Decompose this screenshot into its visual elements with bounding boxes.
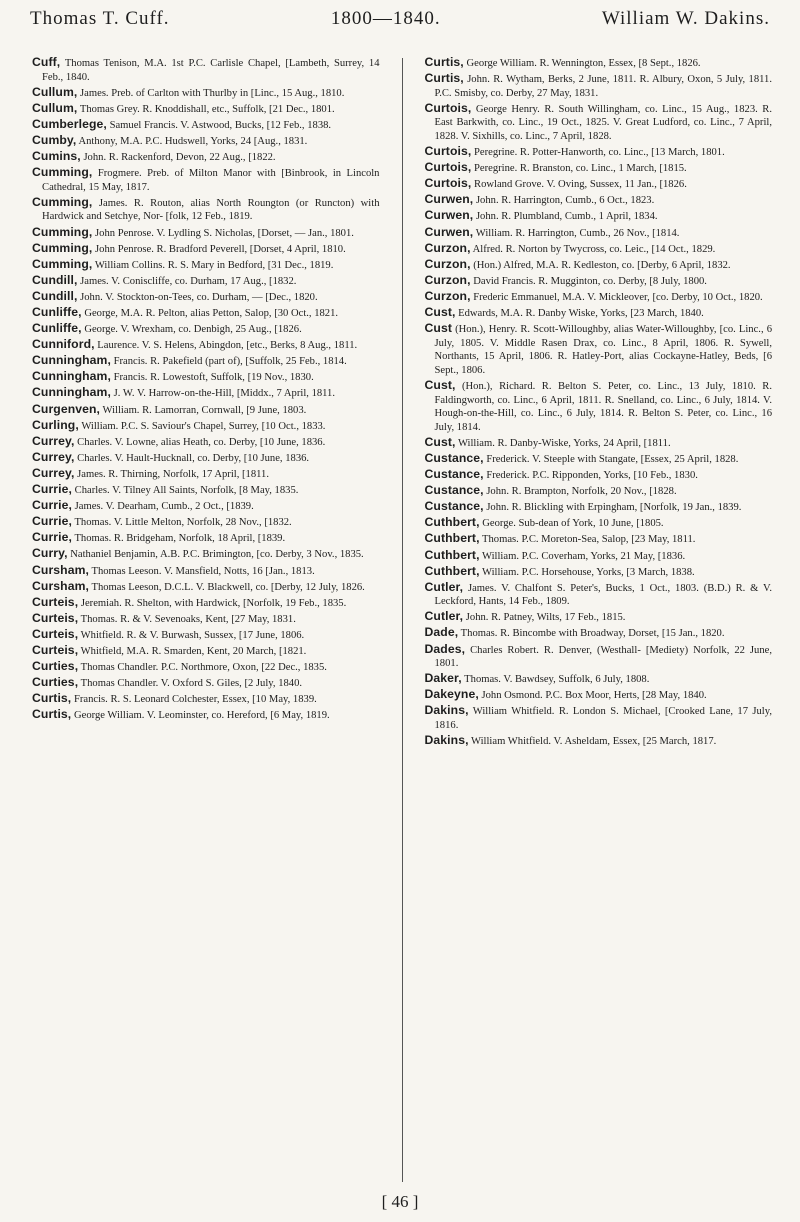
entry-surname: Dade,: [424, 625, 459, 640]
entry-details: William. R. Danby-Wiske, Yorks, 24 April, [1811.: [457, 437, 671, 449]
running-head-center: 1800—1840.: [330, 8, 441, 29]
entry-details: Peregrine. R. Branston, co. Linc., 1 March, [1815.: [474, 163, 687, 175]
entry-details: J. W. V. Harrow-on-the-Hill, [Middx., 7 April, 1811.: [113, 388, 336, 400]
clergy-entry: [32, 226, 380, 241]
clergy-entry: [425, 565, 773, 580]
entry-surname: Cunliffe,: [32, 305, 82, 319]
entry-surname: Currey,: [32, 449, 75, 464]
clergy-entry: [32, 531, 380, 546]
entry-surname: Curtois,: [424, 100, 472, 115]
entry-surname: Curties,: [32, 675, 79, 690]
entry-details: Francis. R. Pakefield (part of), [Suffolk, 25 Feb., 1814.: [113, 356, 347, 368]
clergy-entry: [32, 419, 380, 434]
clergy-entry: [425, 274, 773, 289]
entry-surname: Cumberlege,: [32, 116, 107, 131]
entry-details: William. P.C. Horsehouse, Yorks, [3 March, 1838.: [482, 566, 695, 578]
entry-surname: Cutler,: [424, 579, 464, 594]
clergy-entry: [32, 612, 380, 627]
entry-details: Whitfield, M.A. R. Smarden, Kent, 20 March, [1821.: [80, 645, 307, 657]
clergy-entry: [32, 274, 380, 289]
entry-details: James. R. Thirning, Norfolk, 17 April, [1811.: [77, 468, 269, 480]
entry-surname: Cuthbert,: [424, 547, 480, 562]
clergy-entry: [32, 196, 380, 224]
entry-details: William. R. Harrington, Cumb., 26 Nov., [1814.: [475, 227, 680, 239]
clergy-entry: [32, 676, 380, 691]
entry-surname: Daker,: [424, 671, 462, 686]
clergy-entry: [425, 145, 773, 160]
clergy-entry: [32, 499, 380, 514]
entry-surname: Curry,: [32, 546, 68, 561]
clergy-entry: [425, 734, 773, 749]
entry-details: Frogmere. Preb. of Milton Manor with [Binbrook, in Lincoln Cathedral, 15 May, 1817.: [42, 168, 380, 193]
entry-details: George William. R. Wennington, Essex, [8 Sept., 1826.: [466, 58, 701, 69]
clergy-entry: [425, 258, 773, 273]
entry-surname: Currie,: [32, 514, 72, 529]
entry-surname: Curteis,: [32, 610, 79, 625]
entry-details: John. R. Blickling with Erpingham, [Norfolk, 19 Jan., 1839.: [486, 502, 742, 514]
clergy-entry: [425, 610, 773, 625]
clergy-entry: [32, 386, 380, 401]
clergy-entry: [425, 306, 773, 321]
entry-details: Thomas. R. & V. Sevenoaks, Kent, [27 May, 1831.: [80, 613, 296, 625]
entry-surname: Cundill,: [32, 288, 78, 303]
clergy-entry: [425, 436, 773, 451]
entry-details: William Collins. R. S. Mary in Bedford, [31 Dec., 1819.: [94, 259, 334, 271]
right-column: [425, 56, 773, 1182]
clergy-entry: [32, 118, 380, 133]
entry-details: George. Sub-dean of York, 10 June, [1805.: [482, 518, 664, 530]
running-head-left: Thomas T. Cuff.: [30, 8, 170, 29]
clergy-entry: [32, 242, 380, 257]
entry-details: John. R. Plumbland, Cumb., 1 April, 1834.: [475, 211, 658, 223]
entry-surname: Currie,: [32, 498, 72, 513]
running-head-right: William W. Dakins.: [601, 8, 770, 29]
entry-details: Thomas Grey. R. Knoddishall, etc., Suffolk, [21 Dec., 1801.: [79, 103, 335, 115]
clergy-entry: [32, 564, 380, 579]
column-divider: [402, 58, 403, 1182]
entry-surname: Cumming,: [32, 165, 93, 180]
entry-details: James. V. Dearham, Cumb., 2 Oct., [1839.: [74, 501, 254, 513]
clergy-entry: [32, 467, 380, 482]
entry-details: Alfred. R. Norton by Twycross, co. Leic., [14 Oct., 1829.: [472, 243, 716, 255]
clergy-entry: [425, 290, 773, 305]
entry-surname: Custance,: [424, 467, 484, 482]
page-number: [ 46 ]: [381, 1192, 419, 1211]
entry-details: John Penrose. V. Lydling S. Nicholas, [Dorset, — Jan., 1801.: [95, 227, 354, 239]
entry-surname: Curtis,: [424, 56, 464, 69]
entry-surname: Cumins,: [32, 149, 81, 164]
entry-details: David Francis. R. Mugginton, co. Derby, [8 July, 1800.: [473, 275, 707, 287]
entry-details: Laurence. V. S. Helens, Abingdon, [etc., Berks, 8 Aug., 1811.: [97, 340, 358, 352]
entry-details: Thomas Leeson, D.C.L. V. Blackwell, co. [Derby, 12 July, 1826.: [91, 581, 365, 593]
clergy-entry: [32, 403, 380, 418]
clergy-entry: [32, 435, 380, 450]
clergy-entry: [32, 306, 380, 321]
left-column: [32, 56, 380, 1182]
clergy-entry: [425, 549, 773, 564]
entry-details: Thomas Chandler. P.C. Northmore, Oxon, [22 Dec., 1835.: [80, 662, 327, 674]
clergy-entry: [32, 660, 380, 675]
clergy-entry: [32, 102, 380, 117]
entry-details: Edwards, M.A. R. Danby Wiske, Yorks, [23 March, 1840.: [458, 308, 704, 319]
clergy-entry: [425, 226, 773, 241]
clergy-entry: [32, 354, 380, 369]
entry-details: Whitfield. R. & V. Burwash, Sussex, [17 June, 1806.: [80, 629, 305, 641]
entry-details: George. V. Wrexham, co. Denbigh, 25 Aug., [1826.: [84, 324, 302, 336]
entry-surname: Dakins,: [424, 703, 469, 718]
clergy-entry: [32, 483, 380, 498]
clergy-entry: [425, 452, 773, 467]
entry-surname: Cullum,: [32, 84, 78, 99]
entry-surname: Curzon,: [424, 240, 471, 255]
entry-details: George Henry. R. South Willingham, co. Linc., 15 Aug., 1823. R. East Barkwith, co. Linc., 19 Oct., 1825. V. Great Ludford, co. Linc., 7 April, 1828. V. Sixhills, co. Linc., 7 April, 1828.: [434, 103, 772, 142]
entry-surname: Cust,: [424, 434, 456, 449]
clergy-entry: [425, 102, 773, 144]
clergy-entry: [32, 166, 380, 194]
entry-surname: Curling,: [32, 417, 79, 432]
entry-surname: Cust: [424, 321, 452, 336]
entry-surname: Cumming,: [32, 256, 93, 271]
entry-details: John. V. Stockton-on-Tees, co. Durham, — [Dec., 1820.: [80, 291, 318, 303]
entry-details: Frederick. V. Steeple with Stangate, [Essex, 25 April, 1828.: [486, 453, 739, 465]
entry-details: Anthony, M.A. P.C. Hudswell, Yorks, 24 [Aug., 1831.: [78, 135, 308, 147]
entry-details: John. R. Harrington, Cumb., 6 Oct., 1823.: [475, 195, 655, 207]
entry-surname: Curwen,: [424, 208, 474, 223]
clergy-entry: [32, 580, 380, 595]
clergy-entry: [32, 86, 380, 101]
clergy-entry: [425, 193, 773, 208]
entry-surname: Curwen,: [424, 224, 474, 239]
entry-surname: Custance,: [424, 450, 484, 465]
clergy-entry: [425, 56, 773, 71]
entry-surname: Cursham,: [32, 562, 90, 577]
clergy-entry: [32, 134, 380, 149]
entry-details: Charles. V. Hault-Hucknall, co. Derby, [10 June, 1836.: [77, 452, 310, 464]
entry-surname: Currey,: [32, 465, 75, 480]
entry-details: Frederick. P.C. Ripponden, Yorks, [10 Feb., 1830.: [486, 470, 698, 482]
entry-details: John. R. Rackenford, Devon, 22 Aug., [1822.: [83, 152, 276, 164]
entry-surname: Currey,: [32, 433, 75, 448]
entry-details: Francis. R. S. Leonard Colchester, Essex, [10 May, 1839.: [73, 694, 317, 706]
entry-details: James. V. Chalfont S. Peter's, Bucks, 1 Oct., 1803. (B.D.) R. & V. Leckford, Hants, 14 Feb., 1809.: [434, 582, 772, 608]
clergy-entry: [425, 581, 773, 609]
clergy-entry: [32, 370, 380, 385]
entry-surname: Curteis,: [32, 626, 79, 641]
entry-surname: Custance,: [424, 499, 484, 514]
entry-surname: Curzon,: [424, 256, 471, 271]
entry-surname: Curtis,: [32, 691, 72, 706]
clergy-entry: [425, 500, 773, 515]
entry-details: John. R. Patney, Wilts, 17 Feb., 1815.: [465, 612, 626, 624]
clergy-entry: [425, 626, 773, 641]
entry-details: John Osmond. P.C. Box Moor, Herts, [28 May, 1840.: [481, 690, 707, 702]
entry-details: John Penrose. R. Bradford Peverell, [Dorset, 4 April, 1810.: [95, 243, 346, 255]
entry-surname: Curties,: [32, 659, 79, 674]
entry-details: Jeremiah. R. Shelton, with Hardwick, [Norfolk, 19 Feb., 1835.: [80, 597, 347, 609]
entry-surname: Cunniford,: [32, 337, 95, 352]
entry-surname: Curtis,: [32, 707, 72, 722]
entry-surname: Curteis,: [32, 594, 79, 609]
entry-surname: Cunningham,: [32, 369, 111, 384]
entry-details: Thomas. V. Little Melton, Norfolk, 28 Nov., [1832.: [74, 517, 292, 529]
clergy-entry: [32, 596, 380, 611]
entry-surname: Curtis,: [424, 71, 464, 86]
clergy-entry: [425, 643, 773, 671]
entry-surname: Currie,: [32, 482, 72, 497]
entry-surname: Cumming,: [32, 194, 93, 209]
entry-details: William Whitfield. R. London S. Michael, [Crooked Lane, 17 July, 1816.: [434, 706, 772, 732]
entry-surname: Curzon,: [424, 288, 471, 303]
entry-surname: Cuff,: [32, 56, 61, 69]
entry-details: William. P.C. Coverham, Yorks, 21 May, [1836.: [482, 550, 686, 562]
entry-details: Nathaniel Benjamin, A.B. P.C. Brimington, [co. Derby, 3 Nov., 1835.: [70, 549, 364, 561]
entry-details: Thomas. P.C. Moreton-Sea, Salop, [23 May, 1811.: [482, 534, 696, 546]
entry-details: Peregrine. R. Potter-Hanworth, co. Linc., [13 March, 1801.: [474, 147, 725, 159]
entry-surname: Cumming,: [32, 240, 93, 255]
entry-surname: Dakeyne,: [424, 687, 479, 702]
entry-details: Thomas. V. Bawdsey, Suffolk, 6 July, 1808.: [464, 674, 650, 686]
entry-surname: Curtois,: [424, 144, 472, 159]
clergy-entry: [32, 547, 380, 562]
clergy-entry: [425, 516, 773, 531]
clergy-entry: [425, 672, 773, 687]
entries-columns: [32, 56, 772, 1182]
entry-surname: Cutler,: [424, 609, 464, 624]
entry-details: (Hon.), Richard. R. Belton S. Peter, co. Linc., 13 July, 1810. R. Faldingworth, co. Linc., 6 April, 1811. R. Snelland, co. Linc., 6 July, 1814. V. Hough-on-the-Hill, co. Linc., 6 July, 1814. R. Belton S. Peter, co. Linc., 16 July, 1814.: [434, 380, 772, 433]
entry-details: William. R. Lamorran, Cornwall, [9 June, 1803.: [102, 404, 307, 416]
clergy-entry: [425, 177, 773, 192]
entry-details: John. R. Brampton, Norfolk, 20 Nov., [1828.: [486, 486, 677, 498]
clergy-entry: [32, 338, 380, 353]
entry-surname: Curtois,: [424, 176, 472, 191]
clergy-entry: [32, 708, 380, 723]
clergy-entry: [32, 628, 380, 643]
entry-surname: Cust,: [424, 305, 456, 319]
entry-surname: Cuthbert,: [424, 531, 480, 546]
entry-surname: Dakins,: [424, 733, 469, 748]
entry-details: George, M.A. R. Pelton, alias Petton, Salop, [30 Oct., 1821.: [84, 308, 339, 319]
entry-details: Thomas Leeson. V. Mansfield, Notts, 16 [Jan., 1813.: [91, 565, 315, 577]
entry-surname: Cursham,: [32, 578, 90, 593]
entry-surname: Currie,: [32, 530, 72, 545]
entry-surname: Dades,: [424, 641, 466, 656]
entry-details: John. R. Wytham, Berks, 2 June, 1811. R. Albury, Oxon, 5 July, 1811. P.C. Smisby, co. Derby, 27 May, 1831.: [434, 74, 772, 99]
clergy-entry: [425, 242, 773, 257]
entry-surname: Curtois,: [424, 160, 472, 175]
clergy-entry: [425, 322, 773, 377]
entry-details: William. P.C. S. Saviour's Chapel, Surrey, [10 Oct., 1833.: [81, 420, 326, 432]
clergy-entry: [32, 322, 380, 337]
entry-details: George William. V. Leominster, co. Hereford, [6 May, 1819.: [73, 710, 330, 722]
entry-surname: Cundill,: [32, 272, 78, 287]
entry-details: James. Preb. of Carlton with Thurlby in [Linc., 15 Aug., 1810.: [80, 87, 345, 99]
clergy-entry: [32, 515, 380, 530]
clergy-entry: [32, 644, 380, 659]
entry-details: James. R. Routon, alias North Roungton (or Runcton) with Hardwick and Setchye, Nor- [folk, 12 Feb., 1819.: [42, 197, 380, 223]
entry-surname: Custance,: [424, 483, 484, 498]
clergy-entry: [425, 484, 773, 499]
entry-details: Thomas. R. Bincombe with Broadway, Dorset, [15 Jan., 1820.: [460, 628, 725, 640]
entry-details: (Hon.) Alfred, M.A. R. Kedleston, co. [Derby, 6 April, 1832.: [473, 259, 731, 271]
entry-details: Thomas. R. Bridgeham, Norfolk, 18 April, [1839.: [74, 533, 286, 545]
entry-surname: Cullum,: [32, 100, 78, 115]
entry-details: Thomas Chandler. V. Oxford S. Giles, [2 July, 1840.: [80, 678, 303, 690]
clergy-entry: [425, 468, 773, 483]
clergy-entry: [32, 56, 380, 84]
entry-surname: Cunningham,: [32, 385, 111, 400]
entry-details: Thomas Tenison, M.A. 1st P.C. Carlisle Chapel, [Lambeth, Surrey, 14 Feb., 1840.: [42, 58, 380, 83]
clergy-entry: [32, 150, 380, 165]
entry-details: Rowland Grove. V. Oving, Sussex, 11 Jan., [1826.: [474, 179, 687, 191]
clergy-entry: [32, 258, 380, 273]
clergy-entry: [425, 161, 773, 176]
entry-surname: Cust,: [424, 377, 456, 392]
clergy-entry: [32, 451, 380, 466]
clergy-entry: [425, 72, 773, 100]
entry-details: Samuel Francis. V. Astwood, Bucks, [12 Feb., 1838.: [109, 119, 332, 131]
entry-surname: Cuthbert,: [424, 515, 480, 530]
clergy-entry: [425, 704, 773, 732]
entry-details: Frederic Emmanuel, M.A. V. Mickleover, [co. Derby, 10 Oct., 1820.: [473, 291, 763, 303]
entry-details: Charles. V. Lowne, alias Heath, co. Derby, [10 June, 1836.: [77, 436, 326, 448]
entry-surname: Cuthbert,: [424, 563, 480, 578]
clergy-entry: [425, 209, 773, 224]
clergy-entry: [425, 688, 773, 703]
entry-details: William Whitfield. V. Asheldam, Essex, [25 March, 1817.: [471, 736, 717, 748]
clergy-entry: [32, 692, 380, 707]
entry-surname: Cunningham,: [32, 353, 111, 368]
entry-details: Charles Robert. R. Denver, (Westhall- [Mediety) Norfolk, 22 June, 1801.: [434, 644, 772, 670]
clergy-entry: [32, 290, 380, 305]
entry-surname: Curgenven,: [32, 401, 101, 416]
entry-surname: Curteis,: [32, 642, 79, 657]
entry-details: (Hon.), Henry. R. Scott-Willoughby, alias Water-Willoughby, [co. Linc., 6 July, 1805. V. Middle Rasen Drax, co. Linc., 8 April, 1806. R. Sywell, Northants, 15 April, 1806. R. Hatley-Port, alias Cockayne-Hatley, Beds, [6 Sept., 1806.: [434, 324, 772, 376]
entry-details: Francis. R. Lowestoft, Suffolk, [19 Nov., 1830.: [113, 372, 314, 384]
entry-surname: Curzon,: [424, 272, 471, 287]
clergy-entry: [425, 379, 773, 434]
entry-surname: Curwen,: [424, 192, 474, 207]
entry-details: James. V. Coniscliffe, co. Durham, 17 Aug., [1832.: [80, 275, 297, 287]
entry-surname: Cunliffe,: [32, 321, 82, 336]
running-head: [30, 8, 770, 44]
entry-surname: Cumming,: [32, 224, 93, 239]
clergy-entry: [425, 532, 773, 547]
entry-details: Charles. V. Tilney All Saints, Norfolk, [8 May, 1835.: [74, 485, 299, 497]
entry-surname: Cumby,: [32, 132, 77, 147]
